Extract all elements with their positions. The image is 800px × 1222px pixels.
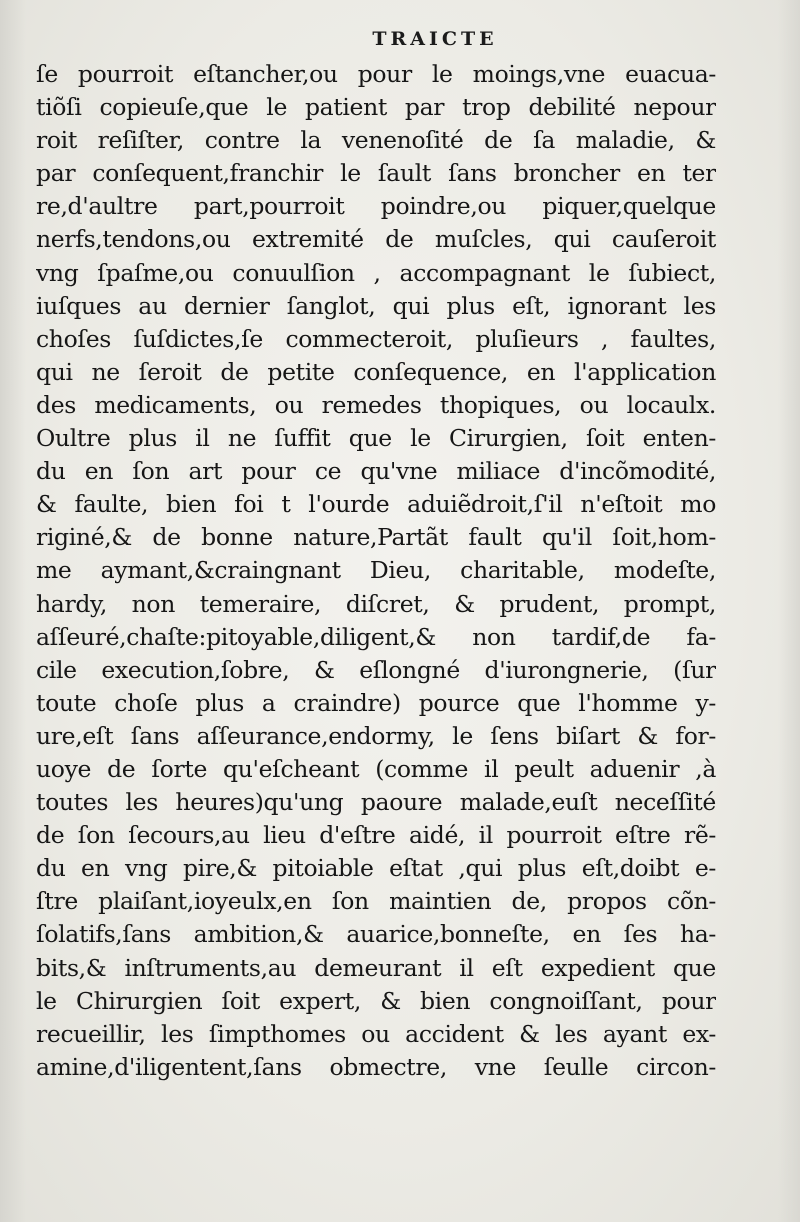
text-line: tiõſi copieuſe,que le patient par trop debilité nepour (36, 93, 716, 122)
text-line: ſolatifs,ſans ambition,& auarice,bonneſte, en ſes ha- (36, 920, 716, 949)
running-head: TRAICTE (372, 28, 498, 50)
text-line: uoye de ſorte qu'eſcheant (comme il peult aduenir ,à (36, 754, 716, 783)
text-line: amine,d'iligentent,ſans obmectre, vne ſeulle circon- (36, 1052, 716, 1081)
text-line: le Chirurgien ſoit expert, & bien congnoiſſant, pour (36, 986, 716, 1015)
text-line: re,d'aultre part,pourroit poindre,ou piquer,quelque (36, 192, 716, 221)
text-line: iuſques au dernier ſanglot, qui plus eſt, ignorant les (36, 291, 716, 320)
text-line: Oultre plus il ne ſuffit que le Cirurgien, ſoit enten- (36, 424, 716, 453)
text-line: cile execution,ſobre, & eſlongné d'iurongnerie, (ſur (36, 655, 716, 684)
text-line: ſe pourroit eſtancher,ou pour le moings,vne euacua- (36, 60, 716, 88)
text-line: de ſon ſecours,au lieu d'eſtre aidé, il pourroit eſtre rẽ- (36, 821, 716, 850)
text-line: toutes les heures)qu'ung paoure malade,euſt neceſſité (36, 788, 716, 817)
text-line: riginé,& de bonne nature,Partãt fault qu'il ſoit,hom- (36, 523, 716, 552)
text-line: nerfs,tendons,ou extremité de muſcles, qui cauſeroit (36, 225, 716, 254)
text-line: du en ſon art pour ce qu'vne miliace d'incõmodité, (36, 457, 716, 486)
text-line: hardy, non temeraire, diſcret, & prudent, prompt, (36, 589, 716, 618)
text-line: du en vng pire,& pitoiable eſtat ,qui plus eſt,doibt e- (36, 854, 716, 883)
text-line: choſes ſuſdictes,ſe commecteroit, pluſieurs , faultes, (36, 324, 716, 353)
body-text (36, 58, 716, 1084)
text-line: aſſeuré,chaſte:pitoyable,diligent,& non tardif,de fa- (36, 622, 716, 651)
text-line: me aymant,&craingnant Dieu, charitable, modeſte, (36, 556, 716, 585)
text-line: par conſequent,franchir le ſault ſans broncher en ter (36, 159, 716, 188)
text-line: roit reſiſter, contre la venenoſité de ſa maladie, & (36, 126, 716, 155)
text-line: & faulte, bien foi t l'ourde aduiẽdroit,ſ'il n'eſtoit mo (36, 490, 716, 519)
text-line: bits,& inſtruments,au demeurant il eſt expedient que (36, 953, 716, 982)
text-line: toute choſe plus a craindre) pource que l'homme y- (36, 688, 716, 717)
text-line: ure,eſt ſans aſſeurance,endormy, le ſens biſart & for- (36, 721, 716, 750)
text-line: qui ne ſeroit de petite conſequence, en l'application (36, 357, 716, 386)
text-line: des medicaments, ou remedes thopiques, ou locaulx. (36, 390, 716, 419)
text-line: vng ſpaſme,ou conuulſion , accompagnant le ſubiect, (36, 258, 716, 287)
text-line: ſtre plaiſant,ioyeulx,en ſon maintien de, propos cõn- (36, 887, 716, 916)
text-line: recueillir, les ſimpthomes ou accident & les ayant ex- (36, 1019, 716, 1048)
